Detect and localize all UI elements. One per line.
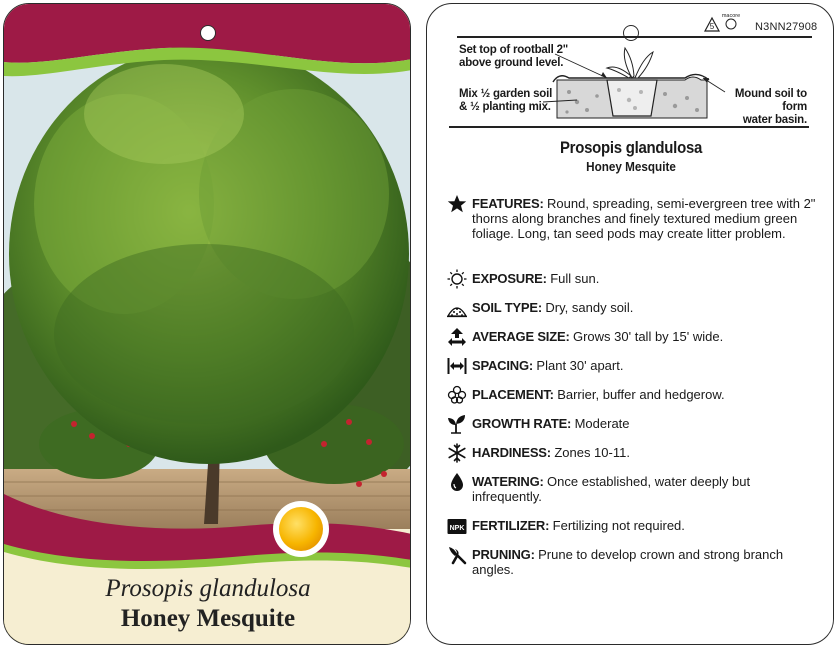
care-value: Barrier, buffer and hedgerow. <box>557 387 725 402</box>
care-label: GROWTH RATE : <box>472 416 575 431</box>
tree-photo <box>4 4 411 645</box>
planting-note-mound-line2: water basin. <box>742 114 807 126</box>
shrub-icon <box>447 385 467 405</box>
back-tag <box>426 3 834 645</box>
planting-note-mound <box>711 88 807 127</box>
care-label: FERTILIZER : <box>472 518 553 533</box>
care-value: Fertilizing not required. <box>552 518 685 533</box>
planting-note-rootball-line1: Set top of rootball 2" <box>459 44 569 56</box>
sku-code: N3NN27908 <box>755 21 818 33</box>
middle-divider <box>449 126 809 128</box>
care-value: Grows 30' tall by 15' wide. <box>572 329 724 344</box>
care-label: PRUNING : <box>472 547 538 562</box>
top-divider <box>457 36 812 38</box>
soil-icon <box>447 298 467 318</box>
planting-note-mound-line1: Mound soil to form <box>734 88 807 113</box>
care-value: Full sun. <box>550 271 600 286</box>
planting-note-rootball <box>459 44 568 70</box>
care-label: SOIL TYPE : <box>472 300 545 315</box>
recycle-icon <box>701 12 753 34</box>
care-label: FEATURES : <box>472 196 547 211</box>
care-label: PLACEMENT : <box>472 387 557 402</box>
hang-hole <box>623 25 639 41</box>
star-icon <box>447 194 467 214</box>
care-value: Moderate <box>574 416 630 431</box>
height-width-icon <box>447 327 467 347</box>
care-value: Round, spreading, semi-evergreen tree with 2" thorns along branches and finely textured medium green foliage. Long, tan seed pods may create litter problem. <box>472 196 816 241</box>
hang-hole <box>200 25 216 41</box>
spacing-arrows-icon <box>447 356 467 376</box>
care-label: EXPOSURE : <box>472 271 550 286</box>
care-label: WATERING : <box>472 474 547 489</box>
planting-note-rootball-line2: above ground level. <box>459 57 564 69</box>
planting-note-mix-line2: & ½ planting mix. <box>459 101 551 113</box>
svg-text:NPK: NPK <box>449 525 465 532</box>
sprout-icon <box>447 414 467 434</box>
care-value: Once established, water deeply but infrequently. <box>472 474 751 504</box>
front-plant-names <box>4 574 411 634</box>
back-common-name: Honey Mesquite <box>586 159 676 174</box>
care-value: Plant 30' apart. <box>536 358 624 373</box>
care-label: AVERAGE SIZE : <box>472 329 573 344</box>
snowflake-icon <box>447 443 467 463</box>
sun-icon <box>447 269 467 289</box>
care-label: SPACING : <box>472 358 536 373</box>
care-value: Prune to develop crown and strong branch angles. <box>472 547 784 577</box>
full-sun-icon <box>272 500 330 558</box>
back-latin-name: Prosopis glandulosa <box>559 138 703 157</box>
npk-icon <box>447 516 467 536</box>
pruners-icon <box>447 545 467 565</box>
planting-note-mix <box>459 88 552 114</box>
care-label: HARDINESS : <box>472 445 554 460</box>
recycle-code: 5 <box>709 22 715 31</box>
recycle-brand: macore <box>721 13 741 19</box>
planting-note-mix-line1: Mix ½ garden soil <box>459 88 553 100</box>
front-latin-name: Prosopis glandulosa <box>105 575 311 602</box>
front-tag <box>3 3 411 645</box>
care-value: Dry, sandy soil. <box>545 300 634 315</box>
front-common-name: Honey Mesquite <box>120 605 296 632</box>
care-value: Zones 10-11. <box>554 445 630 460</box>
water-drop-icon <box>447 472 467 492</box>
back-plant-names <box>427 138 834 176</box>
